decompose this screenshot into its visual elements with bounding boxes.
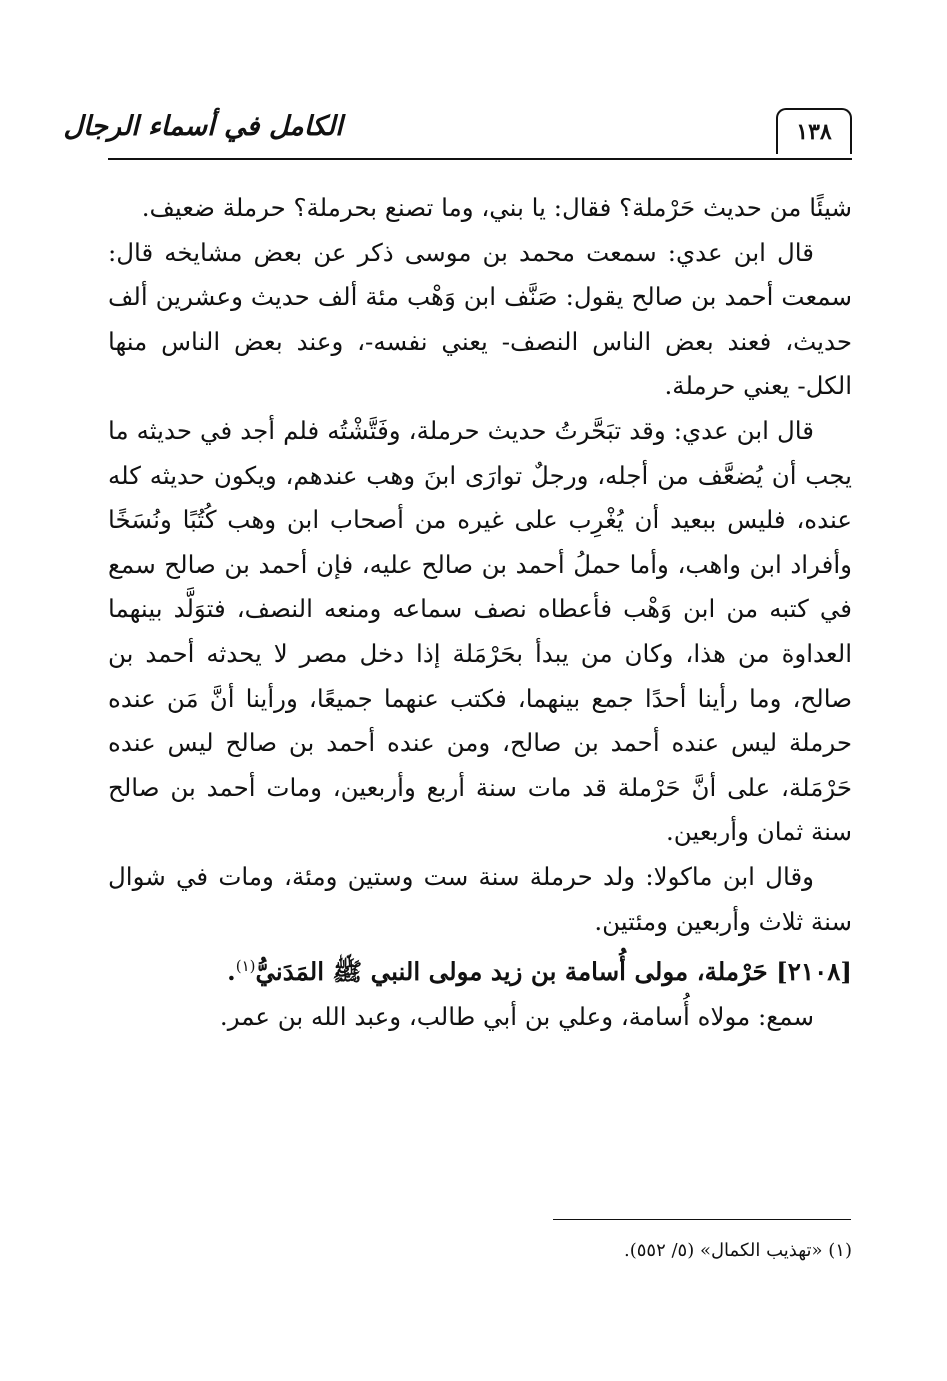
header-rule [108,158,852,160]
entry-heading-end: . [227,957,236,987]
paragraph-ibn-adi-2: قال ابن عدي: وقد تبَحَّرتُ حديث حرملة، وفَتَّشْتُه فلم أجد في حديثه ما يجب أن يُضعَّف من أجله، ورجلٌ توارَى ابنَ وهب عندهم، ويكون حديثه كله عنده، فليس ببعيد أن يُغْرِب على غيره من أصحاب ابن وهب كُتُبًا ونُسَخًا وأفراد ابن واهب، وأما حملُ أحمد بن صالح عليه، فإن أحمد بن صالح سمع في كتبه من ابن وَهْب فأعطاه نصف سماعه ومنعه النصف، فتوَلَّد بينهما العداوة من هذا، وكان من يبدأ بحَرْمَلة إذا دخل مصر لا يحدثه أحمد بن صالح، وما رأينا أحدًا جمع بينهما، فكتب عنهما جميعًا، ورأينا أنَّ مَن عنده حرملة ليس عنده أحمد بن صالح، ومن عنده أحمد بن صالح ليس عنده حَرْمَلة، على أنَّ حَرْملة قد مات سنة أربع وأربعين، ومات أحمد بن صالح سنة ثمان وأربعين. [108,415,852,847]
footnote-text: (١) «تهذيب الكمال» (٥/ ٥٥٢). [623,1240,852,1261]
page-number: ١٣٨ [776,108,852,154]
footnote-ref: (١) [235,957,256,976]
paragraph-ibn-makula: وقال ابن ماكولا: ولد حرملة سنة ست وستين ومئة، ومات في شوال سنة ثلاث وأربعين ومئتين. [108,861,852,936]
paragraph-continuation: شيئًا من حديث حَرْملة؟ فقال: يا بني، وما تصنع بحرملة؟ حرملة ضعيف. [141,193,852,222]
paragraph-ibn-adi-1: قال ابن عدي: سمعت محمد بن موسى ذكر عن بعض مشايخه قال: سمعت أحمد بن صالح يقول: صَنَّف ابن وَهْب مئة ألف حديث وعشرين ألف حديث، فعند بعض الناس النصف- يعني نفسه-، وعند بعض الناس منها الكل- يعني حرملة. [108,237,852,401]
book-title: الكامل في أسماء الرجال [63,110,343,142]
entry-title: [٢١٠٨] حَرْملة، مولى أُسامة بن زيد مولى النبي ﷺ المَدَنيُّ [255,957,852,987]
page-header [63,100,852,160]
main-text [108,186,852,1039]
footnote-divider [553,1219,851,1220]
entry-heading [108,944,852,995]
paragraph-narrators: سمع: مولاه أُسامة، وعلي بن أبي طالب، وعبد الله بن عمر. [219,1001,814,1031]
